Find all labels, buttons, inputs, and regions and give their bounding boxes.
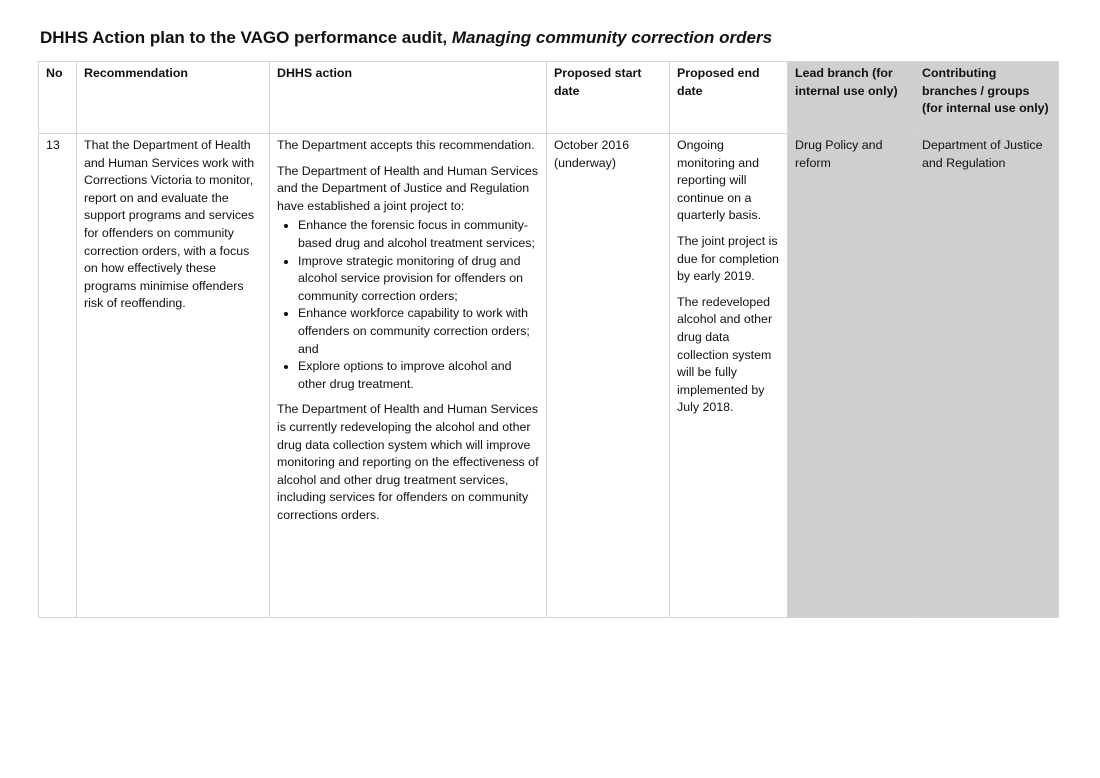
cell-recommendation: That the Department of Health and Human Services work with Corrections Victoria to monitor, report on and evaluate the support programs and services for offenders on community correction orders, with a focus on how effectively these programs minimise offenders risk of reoffending. [77,134,270,618]
end-paragraph-1: Ongoing monitoring and reporting will continue on a quarterly basis. [677,138,762,223]
header-dhhs-action: DHHS action [270,62,547,134]
cell-no: 13 [39,134,77,618]
header-recommendation: Recommendation [77,62,270,134]
cell-proposed-end-date [670,134,788,618]
cell-lead-branch: Drug Policy and reform [788,134,915,618]
action-bullet: • Enhance the forensic focus in community-based drug and alcohol treatment services; [298,217,539,252]
action-bullet: • Enhance workforce capability to work with offenders on community correction orders; and [298,305,539,358]
header-proposed-start-date: Proposed start date [547,62,670,134]
header-no: No [39,62,77,134]
end-paragraph-2: The joint project is due for completion by early 2019. [677,233,779,284]
action-bullet-list [277,217,539,393]
title-main: DHHS Action plan to the VAGO performance audit, [40,28,448,47]
cell-contributing-branches: Department of Justice and Regulation [915,134,1059,618]
header-lead-branch: Lead branch (for internal use only) [788,62,915,134]
document-title [40,28,772,48]
header-contributing-branches: Contributing branches / groups (for internal use only) [915,62,1059,134]
action-paragraph-2: The Department of Health and Human Services and the Department of Justice and Regulation have established a joint project to: [277,163,539,213]
action-paragraph-1: The Department accepts this recommendation. [277,138,535,152]
action-bullet: • Improve strategic monitoring of drug and alcohol service provision for offenders on community correction orders; [298,253,539,306]
action-paragraph-3: The Department of Health and Human Services is currently redeveloping the alcohol and other drug data collection system which will improve monitoring and reporting on the effectiveness of alcohol and other drug treatment services, including services for offenders on community corrections orders. [277,402,539,522]
cell-dhhs-action [270,134,547,618]
title-italic: Managing community correction orders [451,28,773,47]
table-row [39,134,1059,618]
action-bullet: • Explore options to improve alcohol and other drug treatment. [298,358,539,393]
action-plan-table [38,61,1059,618]
header-proposed-end-date: Proposed end date [670,62,788,134]
cell-proposed-start-date: October 2016 (underway) [547,134,670,618]
table-header-row [39,62,1059,134]
end-paragraph-3: The redeveloped alcohol and other drug data collection system will be fully implemented by July 2018. [677,294,773,415]
